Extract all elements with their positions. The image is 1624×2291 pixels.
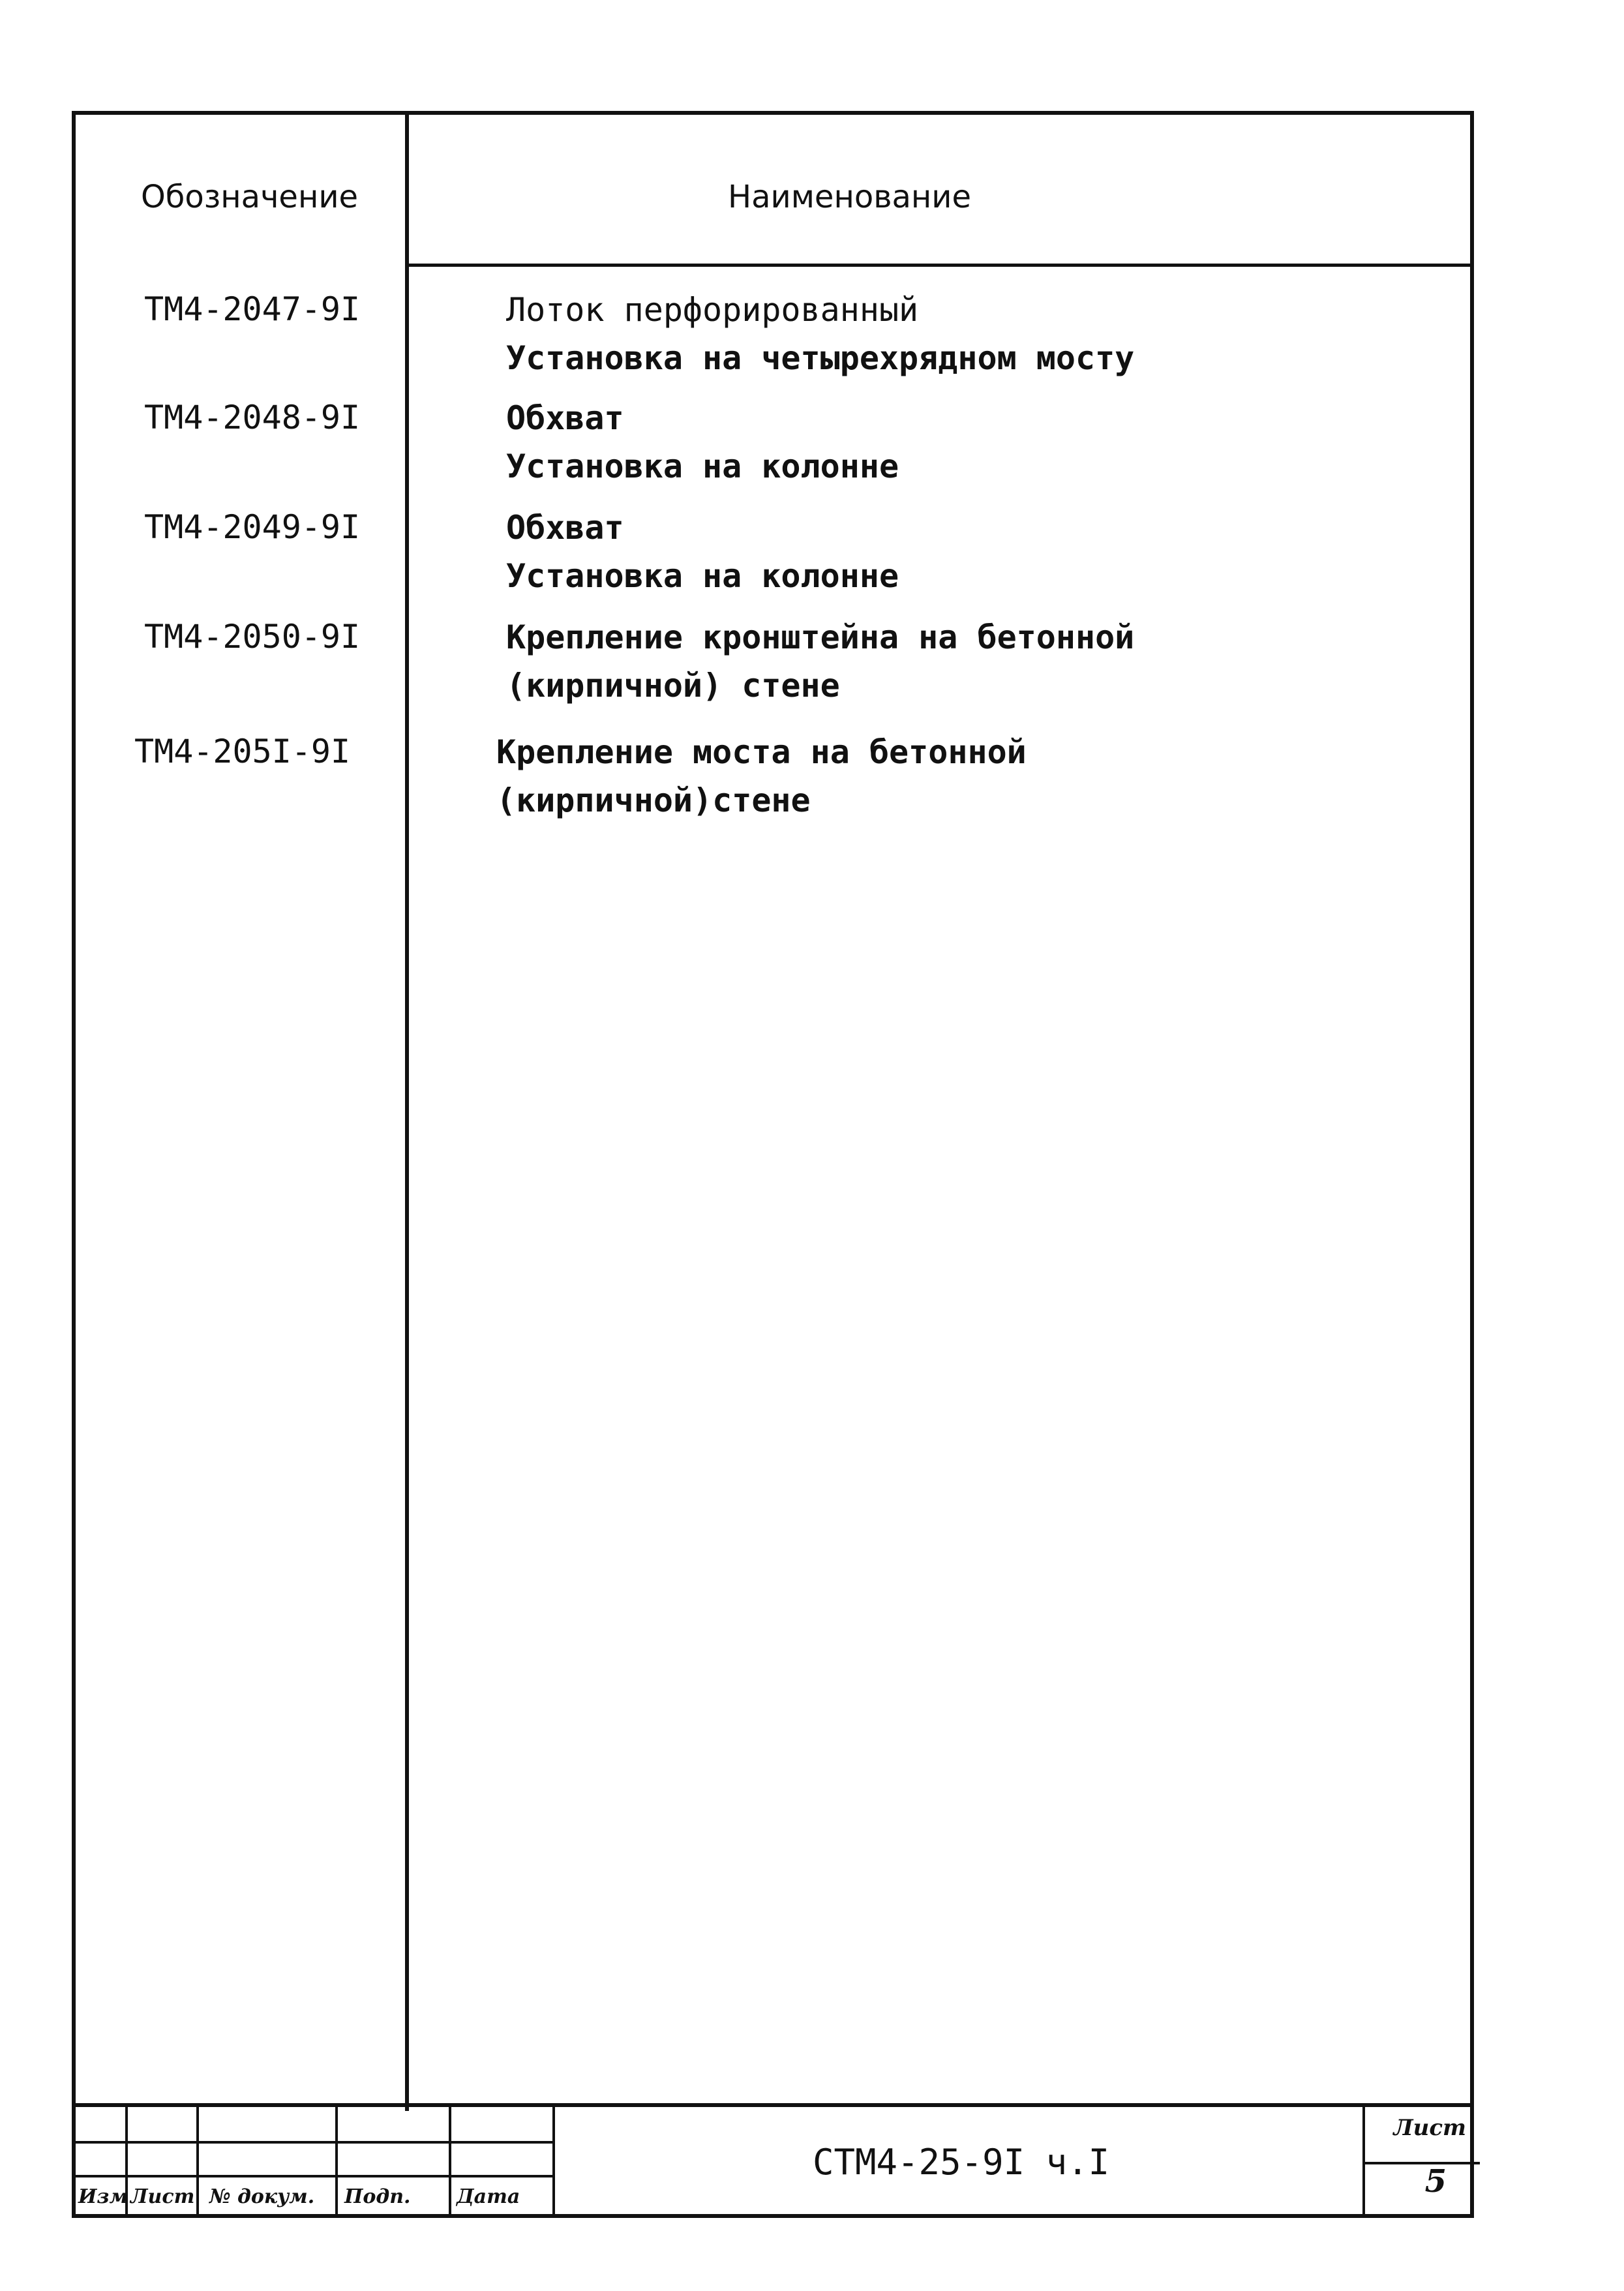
row-name [506,613,1134,710]
title-block-rule [1362,2162,1480,2164]
title-block-divider [335,2107,338,2214]
label-date: Дата [457,2185,520,2208]
label-doc-no: № докум. [209,2185,315,2208]
row-code: ТМ4-2050-9I [144,618,361,656]
title-block-rule [76,2175,555,2177]
row-code: ТМ4-2049-9I [144,508,361,546]
row-name-line: Установка на колонне [506,448,899,485]
row-name-line: Установка на четырехрядном мосту [506,339,1135,377]
label-izm: Изм [78,2185,128,2208]
document-code: СТМ4-25-9I ч.I [813,2142,1110,2183]
title-block [76,2103,1470,2214]
row-name [506,504,899,600]
row-name [496,728,1027,825]
sheet-label: Лист [1393,2115,1466,2141]
row-name-line: Обхват [506,399,624,437]
title-block-divider [196,2107,199,2214]
label-sign: Подп. [344,2185,411,2208]
header-name: Наименование [728,179,972,215]
row-name-line: (кирпичной) стене [506,667,840,705]
sheet-number: 5 [1424,2163,1447,2200]
header-designation: Обозначение [141,179,359,215]
title-block-divider [552,2107,555,2214]
row-name-line: Обхват [506,509,624,547]
row-code: ТМ4-2047-9I [144,290,361,328]
row-name-line: Установка на колонне [506,557,899,595]
row-name [506,394,899,491]
row-name-line: (кирпичной)стене [496,781,811,819]
title-block-divider [449,2107,451,2214]
row-code: ТМ4-2048-9I [144,399,361,436]
header-underline [405,264,1470,267]
row-name-line: Лоток перфорированный [506,291,919,329]
column-divider [405,115,409,2111]
title-block-divider [1362,2107,1365,2214]
title-block-rule [76,2141,555,2144]
row-name [506,286,1134,382]
label-list: Лист [130,2185,195,2208]
row-code: ТМ4-205I-9I [134,733,351,770]
row-name-line: Крепление моста на бетонной [496,733,1027,771]
drawing-frame [72,111,1474,2218]
row-name-line: Крепление кронштейна на бетонной [506,618,1135,656]
